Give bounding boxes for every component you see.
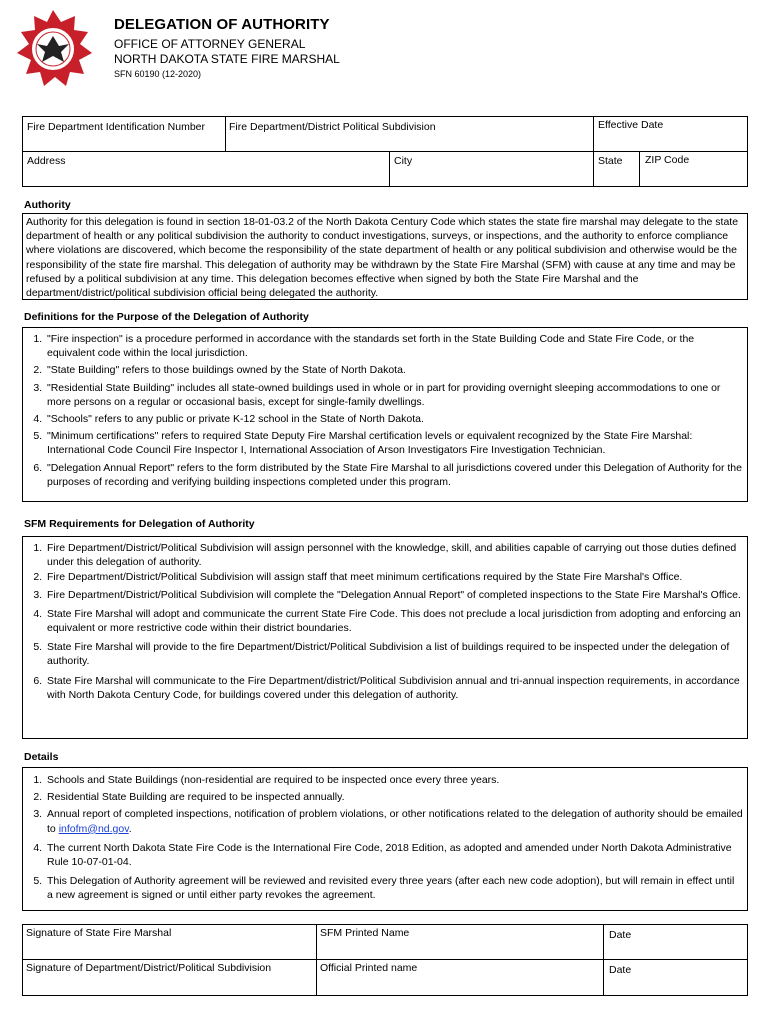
sfm-printed-name-field[interactable]: SFM Printed Name [320,927,410,939]
identification-fields [22,116,748,187]
list-item: 5. State Fire Marshal will provide to the fire Department/District/Political Subdivision a list of buildings required to be inspected under the delegation of authority. [45,640,743,668]
requirements-heading: SFM Requirements for Delegation of Authority [24,518,255,530]
authority-heading: Authority [24,199,71,211]
requirements-list [23,541,747,702]
list-item [45,807,743,835]
city-field[interactable]: City [394,155,413,167]
sfm-date-field[interactable]: Date [609,929,632,941]
address-field[interactable]: Address [27,155,66,167]
details-list [23,773,747,903]
authority-box [22,213,748,300]
email-link[interactable]: infofm@nd.gov [58,822,129,835]
list-item: 4. State Fire Marshal will adopt and communicate the current State Fire Code. This does not preclude a local jurisdiction from adopting and enforcing an equivalent or more restrictive code within their district boundaries. [45,607,743,635]
list-item: 2. Fire Department/District/Political Subdivision will assign staff that meet minimum certifications required by the State Fire Marshal's Office. [45,570,743,584]
list-item: 1. Schools and State Buildings (non-residential are required to be inspected once every three years. [45,773,743,787]
list-item: 1. Fire Department/District/Political Subdivision will assign personnel with the knowledge, skill, and abilities capable of carrying out those duties defined under this delegation of authority. [45,541,743,569]
sfm-signature-field[interactable]: Signature of State Fire Marshal [26,927,172,939]
report-instruction-text: Annual report of completed inspections, notification of problem violations, or other notifications related to the delegation of authority should be emailed to [47,808,743,835]
list-item: 5. "Minimum certifications" refers to required State Deputy Fire Marshal certification levels or equivalent recognized by the State Fire Marshal: International Code Council Fire Inspector I, International Association of Arson Investigators Fire Investigation Technician. [45,429,743,457]
state-field[interactable]: State [598,155,623,167]
form-title: DELEGATION OF AUTHORITY [114,16,330,33]
fire-dept-id-field[interactable]: Fire Department Identification Number [27,121,205,133]
signature-table [22,924,748,996]
list-item: 3. "Residential State Building" includes all state-owned buildings used in whole or in part for providing overnight sleeping accommodations to one or more persons on a regular or occasional basis, except for single-family dwellings. [45,381,743,409]
definitions-box [22,327,748,502]
list-item: 4. "Schools" refers to any public or private K-12 school in the State of North Dakota. [45,412,743,426]
list-item: 3. Fire Department/District/Political Subdivision will complete the "Delegation Annual Report" of completed inspections to the State Fire Marshal's Office. [45,588,743,602]
details-box [22,767,748,911]
dept-signature-field[interactable]: Signature of Department/District/Political Subdivision [26,962,272,974]
list-item: 5. This Delegation of Authority agreement will be reviewed and revisited every three years (after each new code adoption), but will remain in effect until a new agreement is signed or until either party revokes the agreement. [45,874,743,902]
list-item: 1. "Fire inspection" is a procedure performed in accordance with the standards set forth in the State Building Code and State Fire Code, or the equivalent code within the local jurisdiction. [45,332,743,360]
zip-code-field[interactable]: ZIP Code [645,154,690,166]
office-line: OFFICE OF ATTORNEY GENERAL [114,37,306,51]
dept-date-field[interactable]: Date [609,964,632,976]
list-item: 2. "State Building" refers to those buildings owned by the State of North Dakota. [45,363,743,377]
definitions-list [23,332,747,489]
definitions-heading: Definitions for the Purpose of the Delegation of Authority [24,311,309,323]
requirements-box [22,536,748,739]
list-item: 2. Residential State Building are required to be inspected annually. [45,790,743,804]
list-item: 6. "Delegation Annual Report" refers to the form distributed by the State Fire Marshal to all jurisdictions covered under this Delegation of Authority for the purposes of recording and verifying building inspections completed under this program. [45,461,743,489]
list-item: 6. State Fire Marshal will communicate to the Fire Department/district/Political Subdivision annual and tri-annual inspection requirements, in accordance with North Dakota Century Code, for buildings covered under this delegation of authority. [45,674,743,702]
list-item: 4. The current North Dakota State Fire Code is the International Fire Code, 2018 Edition, as adopted and amended under North Dakota Administrative Rule 10-07-01-04. [45,841,743,869]
political-subdivision-field[interactable]: Fire Department/District Political Subdivision [229,121,436,133]
effective-date-field[interactable]: Effective Date [598,119,664,131]
report-instruction-end: . [128,822,132,835]
authority-text: Authority for this delegation is found in section 18-01-03.2 of the North Dakota Century Code which states the state fire marshal may delegate to the state department of health or any political subdivision the authority to conduct investigations, surveys, or inspections, and the authority to enforce compliance where violations are discovered, which become the responsibility of the state department of health or any political subdivision and otherwise would be the responsibility of the state fire marshal. This delegation of authority may be withdrawn by the State Fire Marshal (SFM) with cause at any time and may be refused by a political subdivision at any time. This delegation becomes effective when signed by both the State Fire Marshal and the department/district/political subdivision official being delegated the authority. [26,216,739,300]
official-printed-name-field[interactable]: Official Printed name [320,962,418,974]
fire-marshal-seal-icon [12,8,94,90]
details-heading: Details [24,751,59,763]
form-number: SFN 60190 (12-2020) [114,69,202,79]
agency-line: NORTH DAKOTA STATE FIRE MARSHAL [114,52,340,66]
